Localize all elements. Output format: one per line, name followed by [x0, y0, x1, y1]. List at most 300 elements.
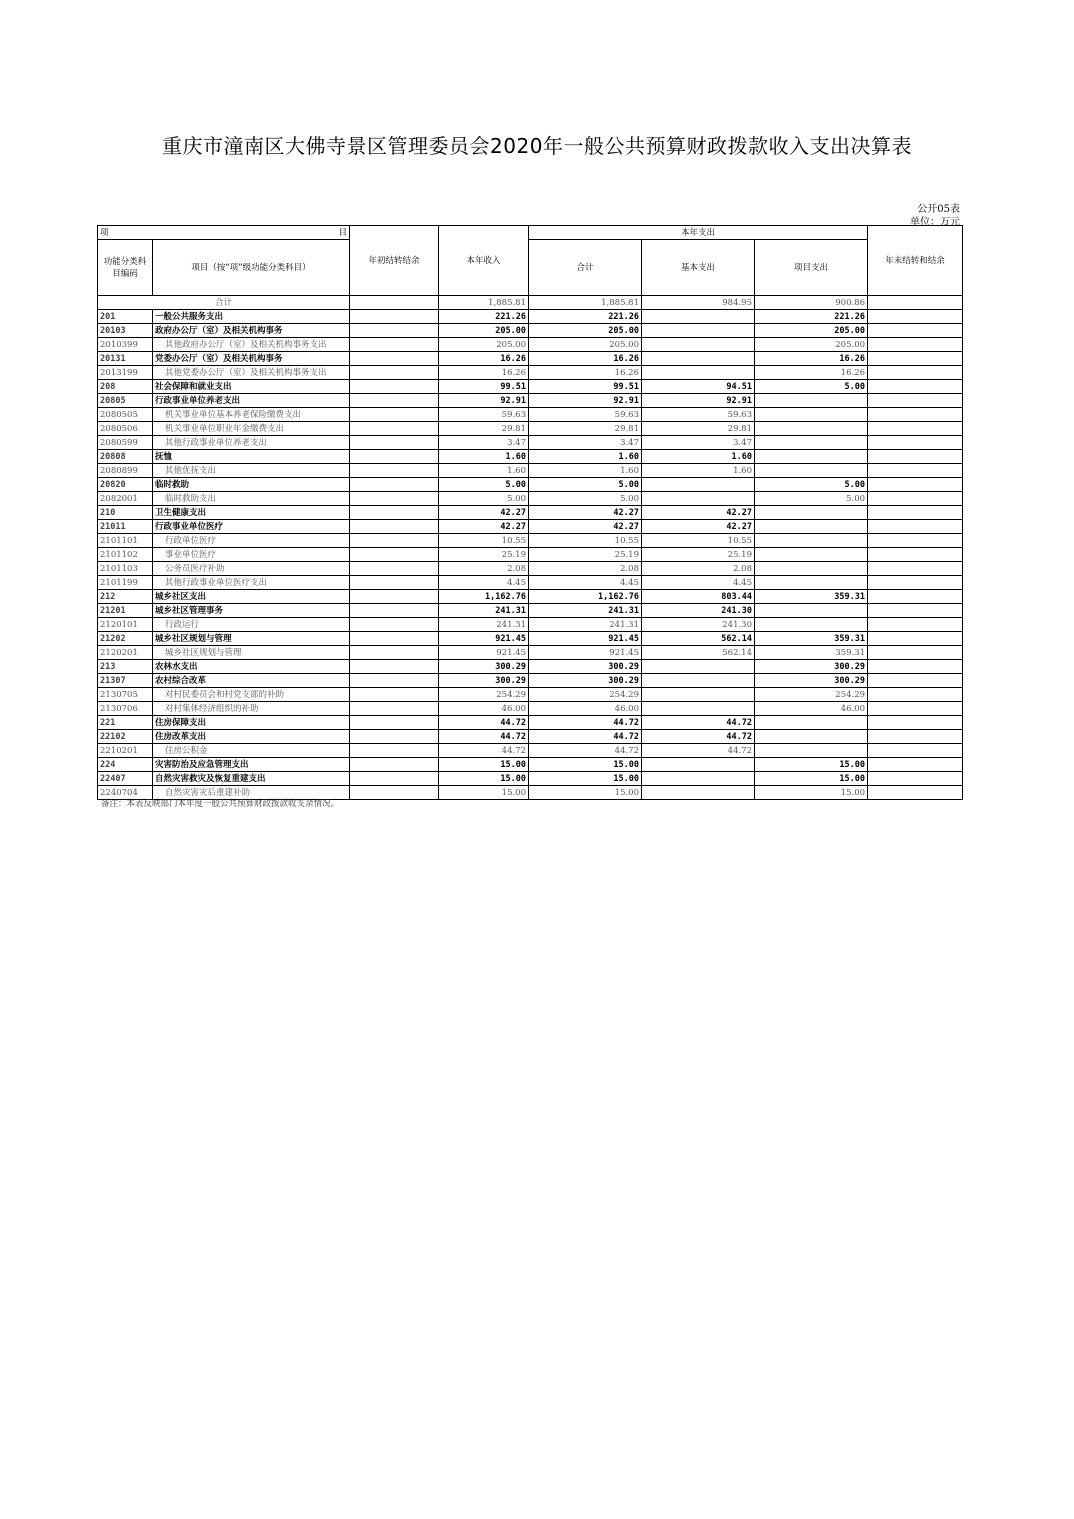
- code-cell: 208: [98, 380, 153, 394]
- basic-cell: 25.19: [642, 548, 755, 562]
- code-cell: 21201: [98, 604, 153, 618]
- name-cell: 其他政府办公厅（室）及相关机构事务支出: [153, 338, 350, 352]
- expense-total-cell: 2.08: [529, 562, 642, 576]
- income-cell: 2.08: [439, 562, 529, 576]
- basic-cell: [642, 702, 755, 716]
- table-row: [98, 660, 963, 674]
- carry-end-cell: [868, 772, 963, 786]
- income-cell: 254.29: [439, 688, 529, 702]
- name-cell: 政府办公厅（室）及相关机构事务: [153, 324, 350, 338]
- code-cell: 20808: [98, 450, 153, 464]
- carry-begin-cell: [350, 366, 439, 380]
- expense-total-cell: 1,162.76: [529, 590, 642, 604]
- project-cell: [755, 576, 868, 590]
- item-header-right: 目: [338, 227, 347, 238]
- table-row: [98, 380, 963, 394]
- carry-begin-cell: [350, 590, 439, 604]
- expense-total-cell: 205.00: [529, 338, 642, 352]
- basic-cell: 241.30: [642, 604, 755, 618]
- basic-cell: [642, 688, 755, 702]
- expense-group-header: 本年支出: [529, 226, 868, 240]
- carry-begin-cell: [350, 324, 439, 338]
- table-row: [98, 352, 963, 366]
- table-row: [98, 590, 963, 604]
- expense-total-cell: 241.31: [529, 618, 642, 632]
- carry-end-cell: [868, 604, 963, 618]
- income-cell: 44.72: [439, 716, 529, 730]
- table-header: [98, 226, 963, 296]
- carry-end-cell: [868, 758, 963, 772]
- carry-end-cell: [868, 744, 963, 758]
- carry-end-cell: [868, 534, 963, 548]
- total-expense: 1,885.81: [529, 296, 642, 310]
- carry-begin-cell: [350, 492, 439, 506]
- carry-end-cell: [868, 660, 963, 674]
- table-row: [98, 310, 963, 324]
- form-number: 公开05表: [917, 204, 960, 215]
- carry-begin-cell: [350, 478, 439, 492]
- expense-total-cell: 42.27: [529, 520, 642, 534]
- income-cell: 921.45: [439, 646, 529, 660]
- carry-begin-cell: [350, 772, 439, 786]
- basic-cell: [642, 478, 755, 492]
- expense-total-cell: 1.60: [529, 450, 642, 464]
- basic-cell: [642, 758, 755, 772]
- name-cell: 一般公共服务支出: [153, 310, 350, 324]
- carry-end-cell: [868, 688, 963, 702]
- name-cell: 其他行政事业单位医疗支出: [153, 576, 350, 590]
- project-cell: 46.00: [755, 702, 868, 716]
- carry-end-cell: [868, 562, 963, 576]
- project-cell: [755, 618, 868, 632]
- code-cell: 2013199: [98, 366, 153, 380]
- code-cell: 2120201: [98, 646, 153, 660]
- name-cell: 行政事业单位医疗: [153, 520, 350, 534]
- carry-end-cell: [868, 338, 963, 352]
- income-cell: 5.00: [439, 478, 529, 492]
- income-cell: 300.29: [439, 674, 529, 688]
- project-cell: [755, 548, 868, 562]
- basic-cell: [642, 786, 755, 800]
- expense-total-cell: 25.19: [529, 548, 642, 562]
- expense-total-header: 合计: [529, 240, 642, 296]
- expense-total-cell: 29.81: [529, 422, 642, 436]
- project-cell: [755, 716, 868, 730]
- name-cell: 公务员医疗补助: [153, 562, 350, 576]
- code-cell: 22407: [98, 772, 153, 786]
- carry-begin-cell: [350, 744, 439, 758]
- income-cell: 29.81: [439, 422, 529, 436]
- carry-begin-cell: [350, 464, 439, 478]
- basic-cell: [642, 338, 755, 352]
- carry-begin-cell: [350, 758, 439, 772]
- carry-begin-cell: [350, 576, 439, 590]
- basic-cell: 42.27: [642, 506, 755, 520]
- code-cell: 2101199: [98, 576, 153, 590]
- expense-total-cell: 46.00: [529, 702, 642, 716]
- name-cell: 党委办公厅（室）及相关机构事务: [153, 352, 350, 366]
- income-cell: 5.00: [439, 492, 529, 506]
- project-cell: [755, 394, 868, 408]
- code-cell: 2080899: [98, 464, 153, 478]
- carry-begin-cell: [350, 408, 439, 422]
- income-cell: 15.00: [439, 758, 529, 772]
- table-row: [98, 744, 963, 758]
- project-cell: 359.31: [755, 632, 868, 646]
- carry-begin-cell: [350, 380, 439, 394]
- table-row: [98, 464, 963, 478]
- income-cell: 241.31: [439, 604, 529, 618]
- code-cell: 221: [98, 716, 153, 730]
- income-cell: 300.29: [439, 660, 529, 674]
- name-cell: 行政事业单位养老支出: [153, 394, 350, 408]
- project-cell: [755, 408, 868, 422]
- carry-end-cell: [868, 408, 963, 422]
- expense-total-cell: 3.47: [529, 436, 642, 450]
- basic-cell: 3.47: [642, 436, 755, 450]
- code-cell: 20131: [98, 352, 153, 366]
- carry-begin-cell: [350, 436, 439, 450]
- basic-cell: 59.63: [642, 408, 755, 422]
- basic-cell: 44.72: [642, 716, 755, 730]
- project-header: 项目支出: [755, 240, 868, 296]
- carry-end-cell: [868, 422, 963, 436]
- project-cell: 16.26: [755, 352, 868, 366]
- income-cell: 99.51: [439, 380, 529, 394]
- carry-end-cell: [868, 380, 963, 394]
- name-cell: 住房保障支出: [153, 716, 350, 730]
- expense-total-cell: 44.72: [529, 716, 642, 730]
- project-cell: 16.26: [755, 366, 868, 380]
- table-row: [98, 366, 963, 380]
- project-cell: [755, 744, 868, 758]
- code-cell: 2130706: [98, 702, 153, 716]
- carry-begin-cell: [350, 604, 439, 618]
- name-cell: 行政单位医疗: [153, 534, 350, 548]
- project-cell: 205.00: [755, 324, 868, 338]
- carry-begin-cell: [350, 534, 439, 548]
- project-cell: 254.29: [755, 688, 868, 702]
- carry-end-cell: [868, 450, 963, 464]
- name-cell: 抚恤: [153, 450, 350, 464]
- carry-end-cell: [868, 632, 963, 646]
- carry-end-cell: [868, 506, 963, 520]
- project-cell: [755, 562, 868, 576]
- code-cell: 2080505: [98, 408, 153, 422]
- income-cell: 16.26: [439, 352, 529, 366]
- income-cell: 15.00: [439, 786, 529, 800]
- carry-begin-cell: [350, 520, 439, 534]
- code-cell: 2082001: [98, 492, 153, 506]
- income-cell: 44.72: [439, 730, 529, 744]
- name-cell: 对村民委员会和村党支部的补助: [153, 688, 350, 702]
- project-cell: 15.00: [755, 786, 868, 800]
- code-cell: 2080506: [98, 422, 153, 436]
- expense-total-cell: 10.55: [529, 534, 642, 548]
- income-cell: 1.60: [439, 450, 529, 464]
- basic-cell: [642, 660, 755, 674]
- expense-total-cell: 300.29: [529, 674, 642, 688]
- table-row: [98, 576, 963, 590]
- total-basic: 984.95: [642, 296, 755, 310]
- basic-cell: 44.72: [642, 744, 755, 758]
- table-row: [98, 730, 963, 744]
- name-cell: 住房改革支出: [153, 730, 350, 744]
- table-row: [98, 520, 963, 534]
- total-carry-end: [868, 296, 963, 310]
- basic-cell: 803.44: [642, 590, 755, 604]
- basic-header: 基本支出: [642, 240, 755, 296]
- carry-begin-cell: [350, 702, 439, 716]
- carry-end-cell: [868, 366, 963, 380]
- name-cell: 事业单位医疗: [153, 548, 350, 562]
- table-body: [98, 296, 963, 800]
- project-cell: 221.26: [755, 310, 868, 324]
- expense-total-cell: 42.27: [529, 506, 642, 520]
- footnote: 备注：本表反映部门本年度一般公共预算财政拨款收支余情况。: [101, 799, 340, 809]
- budget-table: [97, 225, 963, 800]
- carry-end-cell: [868, 590, 963, 604]
- carry-end-cell: [868, 716, 963, 730]
- income-cell: 4.45: [439, 576, 529, 590]
- code-cell: 201: [98, 310, 153, 324]
- code-cell: 21307: [98, 674, 153, 688]
- project-cell: [755, 520, 868, 534]
- carry-end-cell: [868, 324, 963, 338]
- basic-cell: 4.45: [642, 576, 755, 590]
- basic-cell: 1.60: [642, 450, 755, 464]
- expense-total-cell: 921.45: [529, 632, 642, 646]
- expense-total-cell: 16.26: [529, 352, 642, 366]
- basic-cell: 1.60: [642, 464, 755, 478]
- name-cell: 城乡社区规划与管理: [153, 646, 350, 660]
- expense-total-cell: 44.72: [529, 744, 642, 758]
- carry-begin-cell: [350, 506, 439, 520]
- basic-cell: 2.08: [642, 562, 755, 576]
- total-row: [98, 296, 963, 310]
- name-header: 项目（按“项”级功能分类科目）: [153, 240, 350, 296]
- project-cell: 300.29: [755, 674, 868, 688]
- code-cell: 2130705: [98, 688, 153, 702]
- code-cell: 2010399: [98, 338, 153, 352]
- table-row: [98, 646, 963, 660]
- expense-total-cell: 221.26: [529, 310, 642, 324]
- expense-total-cell: 44.72: [529, 730, 642, 744]
- expense-total-cell: 300.29: [529, 660, 642, 674]
- basic-cell: 10.55: [642, 534, 755, 548]
- carry-end-cell: [868, 464, 963, 478]
- carry-begin-cell: [350, 338, 439, 352]
- name-cell: 卫生健康支出: [153, 506, 350, 520]
- name-cell: 灾害防治及应急管理支出: [153, 758, 350, 772]
- name-cell: 住房公积金: [153, 744, 350, 758]
- basic-cell: 241.30: [642, 618, 755, 632]
- income-cell: 44.72: [439, 744, 529, 758]
- carry-begin-cell: [350, 562, 439, 576]
- carry-end-cell: [868, 394, 963, 408]
- expense-total-cell: 205.00: [529, 324, 642, 338]
- expense-total-cell: 5.00: [529, 478, 642, 492]
- carry-end-cell: [868, 730, 963, 744]
- income-cell: 241.31: [439, 618, 529, 632]
- carry-begin-cell: [350, 618, 439, 632]
- carry-begin-cell: [350, 730, 439, 744]
- carry-end-cell: [868, 576, 963, 590]
- item-header-left: 项: [100, 227, 109, 238]
- table-row: [98, 674, 963, 688]
- table-row: [98, 632, 963, 646]
- name-cell: 其他行政事业单位养老支出: [153, 436, 350, 450]
- carry-begin-cell: [350, 548, 439, 562]
- expense-total-cell: 921.45: [529, 646, 642, 660]
- name-cell: 对村集体经济组织的补助: [153, 702, 350, 716]
- basic-cell: [642, 310, 755, 324]
- code-cell: 21011: [98, 520, 153, 534]
- code-cell: 2101101: [98, 534, 153, 548]
- name-cell: 自然灾害救灾及恢复重建支出: [153, 772, 350, 786]
- carry-begin-cell: [350, 450, 439, 464]
- table-row: [98, 702, 963, 716]
- name-cell: 机关事业单位基本养老保险缴费支出: [153, 408, 350, 422]
- basic-cell: [642, 366, 755, 380]
- name-cell: 社会保障和就业支出: [153, 380, 350, 394]
- table-row: [98, 436, 963, 450]
- income-cell: 92.91: [439, 394, 529, 408]
- expense-total-cell: 59.63: [529, 408, 642, 422]
- item-header: [98, 226, 350, 240]
- table-row: [98, 548, 963, 562]
- basic-cell: 42.27: [642, 520, 755, 534]
- carry-end-cell: [868, 520, 963, 534]
- name-cell: 自然灾害灾后重建补助: [153, 786, 350, 800]
- carry-begin-cell: [350, 786, 439, 800]
- code-cell: 20103: [98, 324, 153, 338]
- project-cell: [755, 506, 868, 520]
- code-cell: 2080599: [98, 436, 153, 450]
- name-cell: 其他党委办公厅（室）及相关机构事务支出: [153, 366, 350, 380]
- name-cell: 行政运行: [153, 618, 350, 632]
- income-cell: 921.45: [439, 632, 529, 646]
- total-income: 1,885.81: [439, 296, 529, 310]
- carry-end-cell: [868, 646, 963, 660]
- name-cell: 城乡社区规划与管理: [153, 632, 350, 646]
- income-cell: 25.19: [439, 548, 529, 562]
- basic-cell: [642, 492, 755, 506]
- basic-cell: 29.81: [642, 422, 755, 436]
- project-cell: 15.00: [755, 758, 868, 772]
- page-title: 重庆市潼南区大佛寺景区管理委员会2020年一般公共预算财政拨款收入支出决算表: [162, 134, 912, 158]
- name-cell: 城乡社区支出: [153, 590, 350, 604]
- project-cell: 300.29: [755, 660, 868, 674]
- code-cell: 2120101: [98, 618, 153, 632]
- expense-total-cell: 241.31: [529, 604, 642, 618]
- basic-cell: [642, 772, 755, 786]
- expense-total-cell: 92.91: [529, 394, 642, 408]
- carry-begin-cell: [350, 716, 439, 730]
- unit-label: 单位：万元: [910, 217, 960, 228]
- total-carry-begin: [350, 296, 439, 310]
- carry-begin-cell: [350, 394, 439, 408]
- name-cell: 农村综合改革: [153, 674, 350, 688]
- project-cell: [755, 534, 868, 548]
- name-cell: 临时救助支出: [153, 492, 350, 506]
- project-cell: 5.00: [755, 478, 868, 492]
- table-row: [98, 506, 963, 520]
- table-row: [98, 618, 963, 632]
- carry-begin-cell: [350, 352, 439, 366]
- expense-total-cell: 5.00: [529, 492, 642, 506]
- table-row: [98, 534, 963, 548]
- income-cell: 59.63: [439, 408, 529, 422]
- code-cell: 212: [98, 590, 153, 604]
- expense-total-cell: 16.26: [529, 366, 642, 380]
- name-cell: 机关事业单位职业年金缴费支出: [153, 422, 350, 436]
- project-cell: 15.00: [755, 772, 868, 786]
- income-cell: 10.55: [439, 534, 529, 548]
- income-cell: 205.00: [439, 338, 529, 352]
- carry-begin-cell: [350, 646, 439, 660]
- name-cell: 临时救助: [153, 478, 350, 492]
- income-cell: 46.00: [439, 702, 529, 716]
- carry-end-cell: [868, 478, 963, 492]
- project-cell: 5.00: [755, 380, 868, 394]
- carry-end-cell: [868, 352, 963, 366]
- basic-cell: 44.72: [642, 730, 755, 744]
- code-cell: 2240704: [98, 786, 153, 800]
- carry-end-header: 年末结转和结余: [868, 226, 963, 296]
- income-cell: 205.00: [439, 324, 529, 338]
- table-row: [98, 338, 963, 352]
- basic-cell: 92.91: [642, 394, 755, 408]
- basic-cell: [642, 324, 755, 338]
- basic-cell: 562.14: [642, 632, 755, 646]
- project-cell: [755, 464, 868, 478]
- expense-total-cell: 1.60: [529, 464, 642, 478]
- name-cell: 其他优抚支出: [153, 464, 350, 478]
- table-row: [98, 758, 963, 772]
- carry-end-cell: [868, 436, 963, 450]
- income-cell: 3.47: [439, 436, 529, 450]
- table-row: [98, 492, 963, 506]
- expense-total-cell: 254.29: [529, 688, 642, 702]
- project-cell: 359.31: [755, 590, 868, 604]
- carry-end-cell: [868, 548, 963, 562]
- expense-total-cell: 99.51: [529, 380, 642, 394]
- basic-cell: [642, 352, 755, 366]
- project-cell: 205.00: [755, 338, 868, 352]
- carry-begin-cell: [350, 310, 439, 324]
- income-cell: 42.27: [439, 520, 529, 534]
- carry-end-cell: [868, 492, 963, 506]
- expense-total-cell: 15.00: [529, 786, 642, 800]
- code-cell: 20820: [98, 478, 153, 492]
- carry-end-cell: [868, 786, 963, 800]
- carry-end-cell: [868, 310, 963, 324]
- total-label: 合计: [98, 296, 350, 310]
- table-row: [98, 716, 963, 730]
- table-row: [98, 478, 963, 492]
- basic-cell: 562.14: [642, 646, 755, 660]
- code-cell: 2101103: [98, 562, 153, 576]
- expense-total-cell: 15.00: [529, 758, 642, 772]
- expense-total-cell: 4.45: [529, 576, 642, 590]
- project-cell: [755, 730, 868, 744]
- table-row: [98, 772, 963, 786]
- code-cell: 2101102: [98, 548, 153, 562]
- code-cell: 210: [98, 506, 153, 520]
- carry-begin-cell: [350, 660, 439, 674]
- table-row: [98, 604, 963, 618]
